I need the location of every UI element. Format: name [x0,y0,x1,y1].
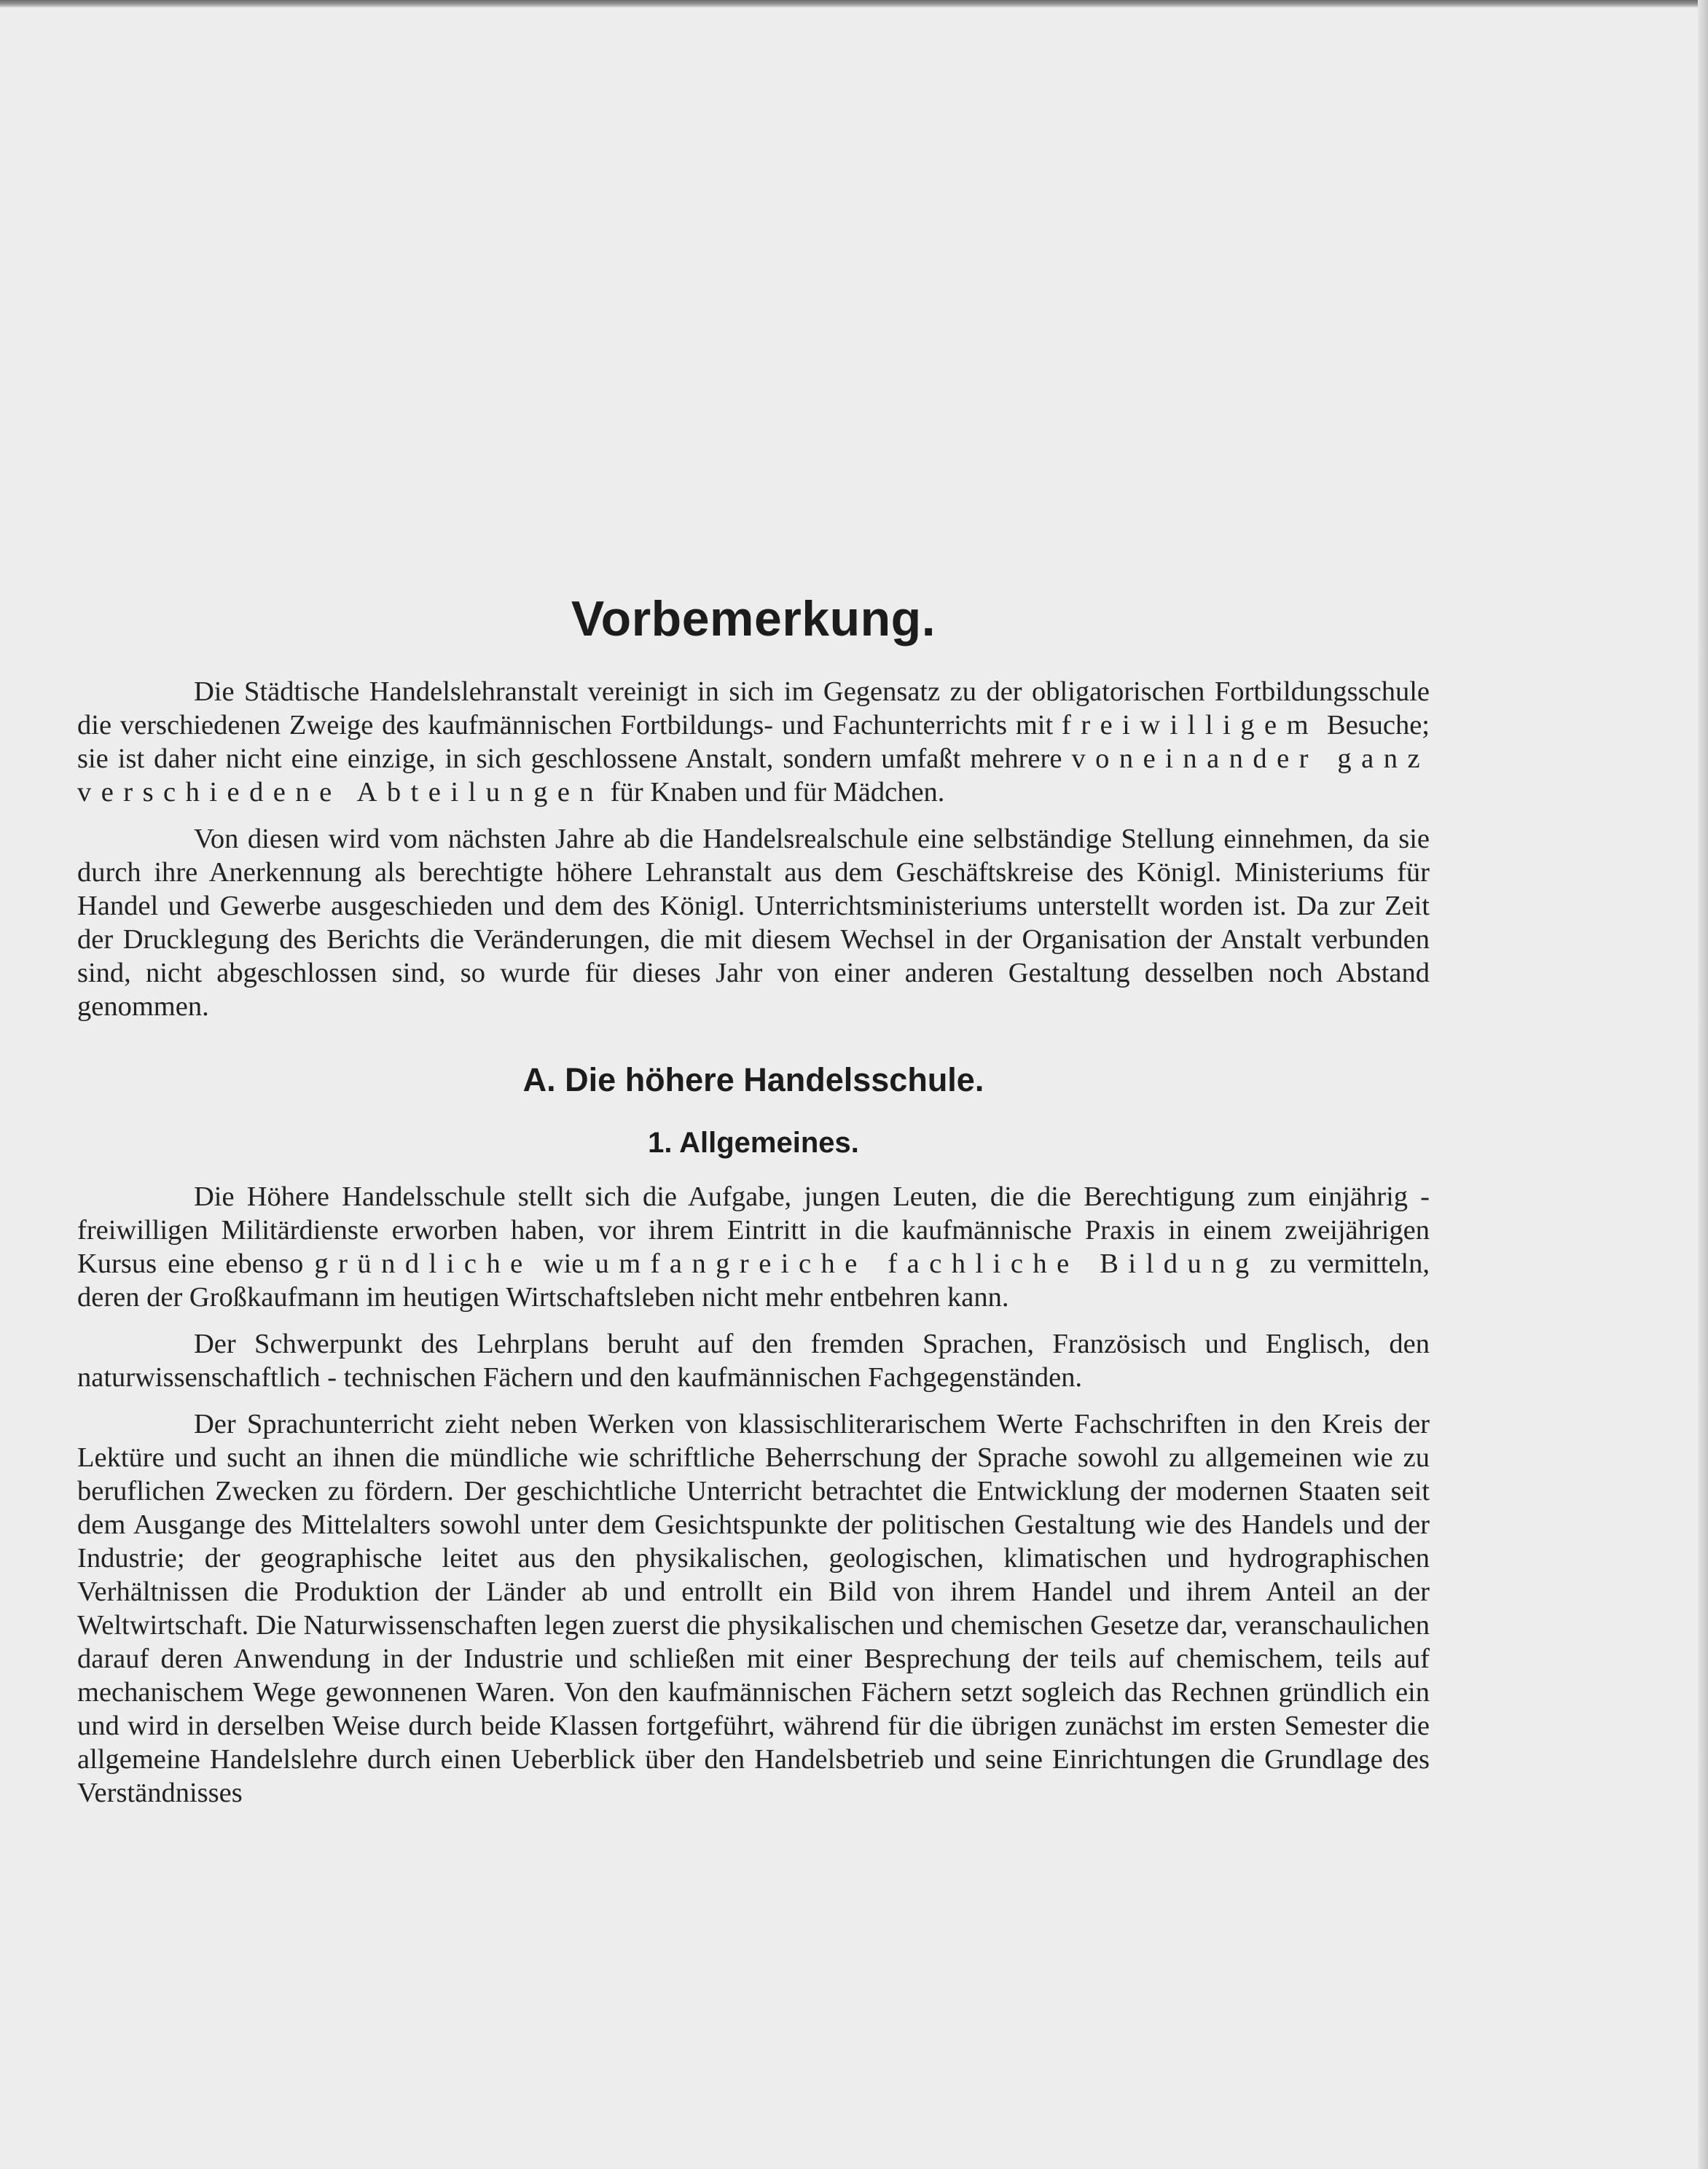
intro-paragraph-2: Von diesen wird vom nächsten Jahre ab die Handelsrealschule eine selbständige Stellung einnehmen, da sie durch ihre Anerkennung als berechtigte höhere Lehranstalt aus dem Geschäftskreise des Königl. Ministeriums für Handel und Gewerbe ausgeschieden und dem des Königl. Unterrichtsministeriums unterstellt worden ist. Da zur Zeit der Drucklegung des Berichts die Veränderungen, die mit diesem Wechsel in der Organisation der Anstalt verbunden sind, nicht abgeschlossen sind, so wurde für dieses Jahr von einer anderen Gestaltung desselben noch Abstand genommen. [77,824,1430,1022]
intro-paragraph-1 [77,675,1430,809]
body-paragraph-3: Der Sprachunterricht zieht neben Werken von klassischliterarischem Werte Fachschriften in den Kreis der Lektüre und sucht an ihnen die mündliche wie schriftliche Beherrschung der Sprache sowohl zu allgemeinen wie zu beruflichen Zwecken zu fördern. Der geschichtliche Unterricht betrachtet die Entwicklung der modernen Staaten seit dem Ausgange des Mittelalters sowohl unter dem Gesichtspunkte der politischen Gestaltung wie des Handels und der Industrie; der geographische leitet aus den physikalischen, geologischen, klimatischen und hydrographischen Verhältnissen die Produktion der Länder ab und entrollt ein Bild von ihrem Handel und ihrem Anteil an der Weltwirtschaft. Die Naturwissenschaften legen zuerst die physikalischen und chemischen Gesetze dar, veranschaulichen darauf deren Anwendung in der Industrie und schließen mit einer Besprechung der teils auf chemischem, teils auf mechanischem Wege gewonnenen Waren. Von den kaufmännischen Fächern setzt sogleich das Rechnen gründlich ein und wird in derselben Weise durch beide Klassen fortgeführt, während für die übrigen zunächst im ersten Semester die allgemeine Handelslehre durch einen Ueberblick über den Handelsbetrieb und seine Einrichtungen die Grundlage des Verständnisses [77,1409,1430,1808]
emphasized-text: gründliche [314,1248,533,1279]
text-run: wie [532,1248,595,1279]
emphasized-text: voneinander ganz verschiedene Abteilungen [77,743,1430,808]
subsection-heading: 1. Allgemeines. [648,1127,859,1159]
text-run: zu vermitteln, deren der Großkaufmann im heutigen Wirtschaftsleben nicht mehr entbehren kann. [77,1248,1430,1313]
emphasized-text: umfangreiche fachliche Bildung [595,1248,1259,1279]
text-run: Besuche; sie ist daher nicht eine einzige, in sich geschlossene Anstalt, sondern umfaßt mehrere [77,710,1430,774]
section-heading: A. Die höhere Handelsschule. [522,1061,984,1098]
text-run: Die Höhere Handelsschule stellt sich die Aufgabe, jungen Leuten, die die Berechtigung zum einjährig - freiwilligen Militärdienste erworben haben, vor ihrem Eintritt in die kaufmännische Praxis in einem zweijährigen Kursus eine ebenso [77,1181,1430,1279]
page-top-edge [0,0,1708,7]
body-paragraph-2: Der Schwerpunkt des Lehrplans beruht auf den fremden Sprachen, Französisch und Englisch, den naturwissenschaftlich - technischen Fächern und den kaufmännischen Fachgegenständen. [77,1329,1430,1393]
emphasized-text: freiwilligem [1062,710,1319,740]
page-right-edge [1698,0,1708,2169]
document-page [77,590,1430,1823]
page-title: Vorbemerkung. [571,591,936,646]
body-paragraph-1 [77,1180,1430,1314]
text-run: für Knaben und für Mädchen. [603,777,945,808]
text-run: Die Städtische Handelslehranstalt vereinigt in sich im Gegensatz zu der obligatorischen Fortbildungsschule die verschiedenen Zweige des kaufmännischen Fortbildungs- und Fachunterrichts mit [77,676,1430,740]
